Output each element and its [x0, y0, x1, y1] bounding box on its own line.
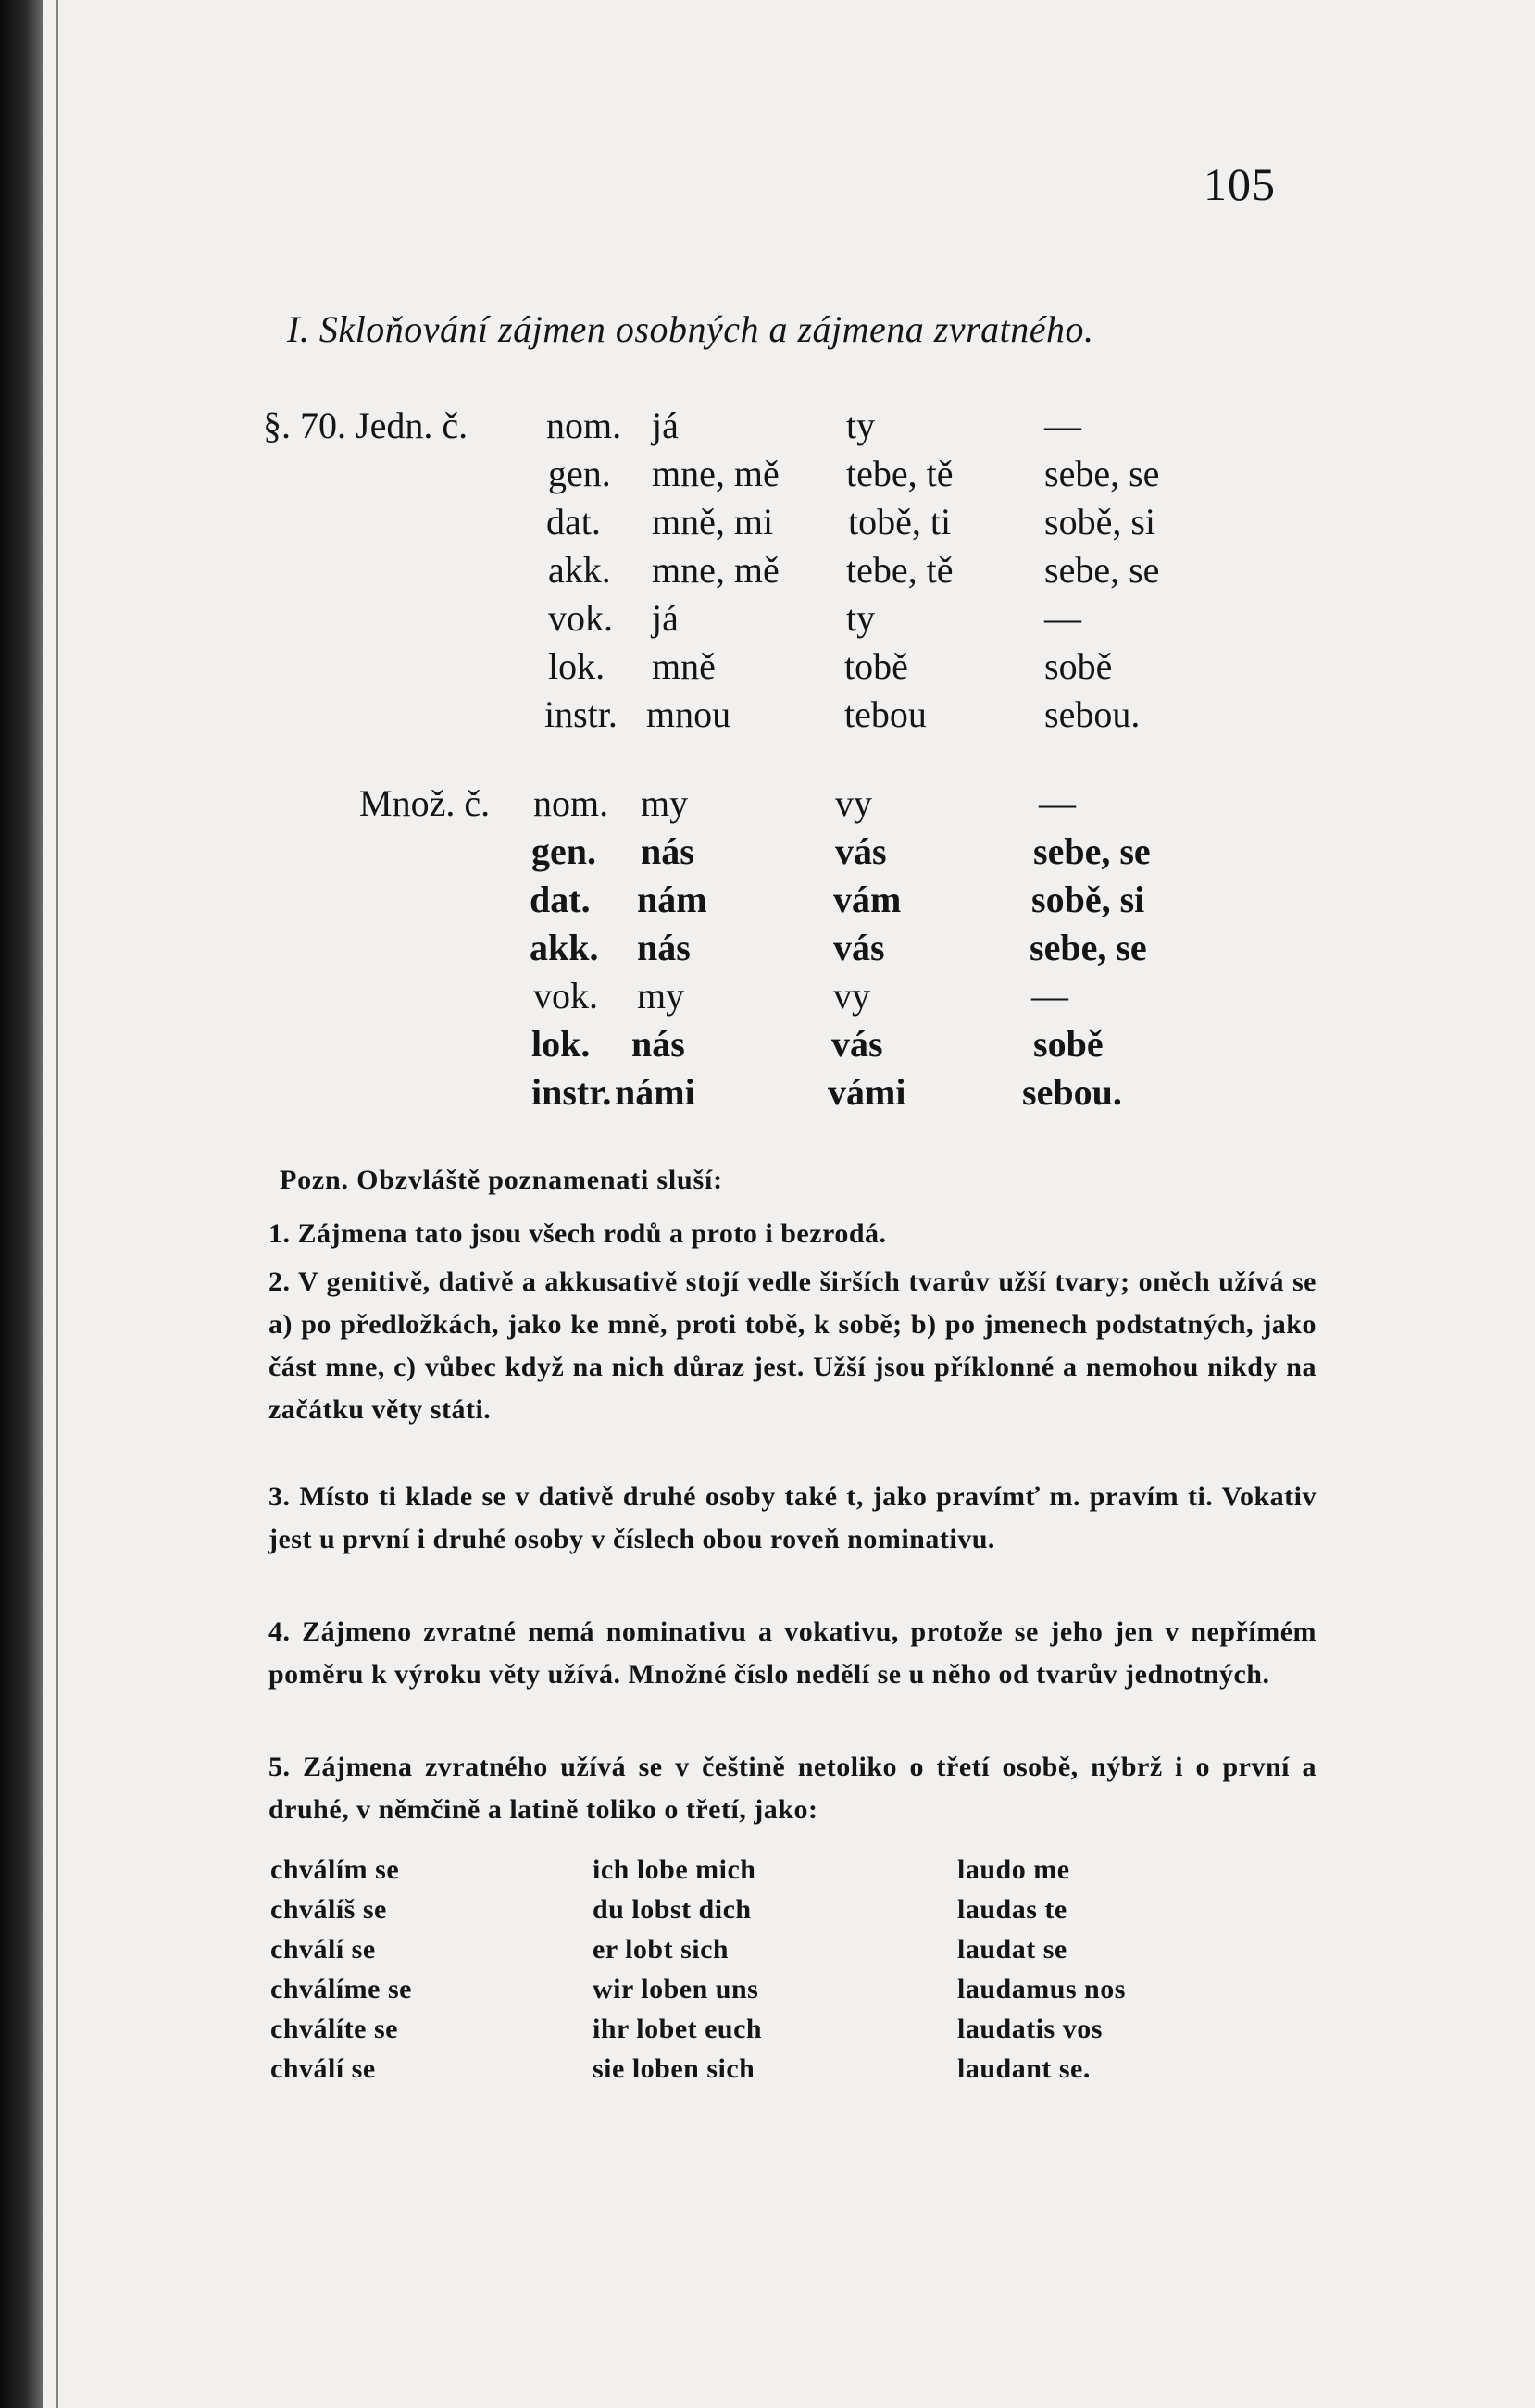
czech-verb: chválí se — [270, 2053, 376, 2084]
plural-first-person: nás — [631, 1023, 685, 1065]
singular-reflexive: — — [1044, 405, 1081, 446]
plural-second-person: vás — [833, 927, 885, 968]
plural-first-person: nás — [637, 927, 691, 968]
singular-reflexive: sebe, se — [1044, 549, 1160, 591]
singular-first-person: mnou — [646, 693, 731, 735]
plural-case: instr. — [531, 1071, 612, 1113]
singular-case: lok. — [548, 645, 605, 687]
plural-case: dat. — [530, 879, 591, 920]
latin-verb: laudas te — [957, 1894, 1067, 1925]
plural-second-person: vy — [833, 975, 870, 1017]
note-paragraph — [224, 1261, 1317, 1431]
singular-case: gen. — [548, 453, 611, 494]
czech-verb: chválím se — [270, 1854, 400, 1885]
singular-second-person: tobě — [844, 645, 908, 687]
german-verb: wir loben uns — [593, 1974, 759, 2004]
singular-reflexive: sobě, si — [1044, 501, 1155, 543]
singular-second-person: ty — [846, 405, 876, 446]
singular-second-person: tobě, ti — [848, 501, 952, 543]
singular-first-person: mne, mě — [652, 453, 780, 494]
binding-line — [56, 0, 58, 2408]
plural-label: Množ. č. — [359, 782, 491, 824]
plural-case: lok. — [531, 1023, 591, 1065]
czech-verb: chválíš se — [270, 1894, 387, 1925]
singular-first-person: já — [652, 597, 679, 639]
german-verb: du lobst dich — [593, 1894, 752, 1925]
singular-first-person: já — [652, 405, 679, 446]
singular-first-person: mně — [652, 645, 716, 687]
plural-first-person: my — [641, 782, 689, 824]
plural-first-person: nás — [641, 830, 694, 872]
note-4: 4. Zájmeno zvratné nemá nominativu a vokativu, protože se jeho jen v nepřímém poměru k výroku věty užívá. Množné číslo nedělí se u něho od tvarův jednotných. — [268, 1616, 1317, 1690]
plural-reflexive: sobě — [1033, 1023, 1104, 1065]
note-paragraph — [224, 1476, 1317, 1561]
notes-heading: Pozn. Obzvláště poznamenati sluší: — [280, 1165, 723, 1195]
note-2: 2. V genitivě, dativě a akkusativě stojí vedle širších tvarův užší tvary; oněch užívá se a) po předložkách, jako ke mně, proti tobě, k sobě; b) po jmenech podstatných, jako část mne, c) vůbec když na nich důraz jest. Užší jsou příklonné a nemohou nikdy na začátku věty státi. — [268, 1266, 1317, 1425]
plural-second-person: vy — [835, 782, 872, 824]
latin-verb: laudatis vos — [957, 2014, 1103, 2044]
latin-verb: laudo me — [957, 1854, 1070, 1885]
plural-reflexive: sebe, se — [1033, 830, 1151, 872]
singular-label: §. 70. Jedn. č. — [263, 405, 468, 446]
plural-reflexive: sebou. — [1022, 1071, 1122, 1113]
singular-reflexive: sebou. — [1044, 693, 1141, 735]
note-paragraph — [224, 1213, 1317, 1255]
singular-second-person: tebe, tě — [846, 549, 954, 591]
singular-reflexive: sebe, se — [1044, 453, 1160, 494]
latin-verb: laudant se. — [957, 2053, 1091, 2084]
czech-verb: chválíme se — [270, 1974, 412, 2004]
note-paragraph — [224, 1611, 1317, 1696]
singular-second-person: tebou — [844, 693, 927, 735]
section-title: I. Skloňování zájmen osobných a zájmena zvratného. — [287, 308, 1094, 350]
note-1: 1. Zájmena tato jsou všech rodů a proto i bezrodá. — [268, 1218, 887, 1249]
latin-verb: laudat se — [957, 1934, 1067, 1965]
german-verb: er lobt sich — [593, 1934, 730, 1965]
plural-second-person: vás — [831, 1023, 883, 1065]
plural-case: vok. — [533, 975, 598, 1017]
czech-verb: chválí se — [270, 1934, 376, 1965]
scan-edge — [0, 0, 43, 2408]
note-paragraph — [224, 1746, 1317, 1831]
plural-case: gen. — [531, 830, 596, 872]
plural-second-person: vás — [835, 830, 887, 872]
plural-first-person: nám — [637, 879, 707, 920]
singular-case: dat. — [546, 501, 601, 543]
singular-second-person: tebe, tě — [846, 453, 954, 494]
german-verb: sie loben sich — [593, 2053, 755, 2084]
singular-second-person: ty — [846, 597, 876, 639]
singular-reflexive: sobě — [1044, 645, 1113, 687]
singular-case: vok. — [548, 597, 613, 639]
page-number: 105 — [1204, 158, 1276, 210]
singular-case: instr. — [544, 693, 618, 735]
note-5: 5. Zájmena zvratného užívá se v češtině netoliko o třetí osobě, nýbrž i o první a druhé, v němčině a latině toliko o třetí, jako: — [268, 1752, 1317, 1825]
plural-reflexive: — — [1031, 975, 1068, 1017]
plural-reflexive: sobě, si — [1031, 879, 1145, 920]
book-page — [43, 0, 1535, 2408]
plural-first-person: námi — [615, 1071, 695, 1113]
latin-verb: laudamus nos — [957, 1974, 1126, 2004]
german-verb: ich lobe mich — [593, 1854, 756, 1885]
plural-second-person: vámi — [828, 1071, 906, 1113]
plural-reflexive: sebe, se — [1030, 927, 1147, 968]
singular-case: akk. — [548, 549, 611, 591]
singular-first-person: mně, mi — [652, 501, 774, 543]
plural-first-person: my — [637, 975, 685, 1017]
plural-reflexive: — — [1039, 782, 1076, 824]
singular-reflexive: — — [1044, 597, 1081, 639]
plural-case: nom. — [533, 782, 609, 824]
plural-case: akk. — [530, 927, 599, 968]
note-3: 3. Místo ti klade se v dativě druhé osoby také t, jako pravímť m. pravím ti. Vokativ jest u první i druhé osoby v číslech obou roveň nominativu. — [268, 1481, 1317, 1554]
singular-case: nom. — [546, 405, 622, 446]
singular-first-person: mne, mě — [652, 549, 780, 591]
plural-second-person: vám — [833, 879, 902, 920]
czech-verb: chválíte se — [270, 2014, 398, 2044]
german-verb: ihr lobet euch — [593, 2014, 763, 2044]
